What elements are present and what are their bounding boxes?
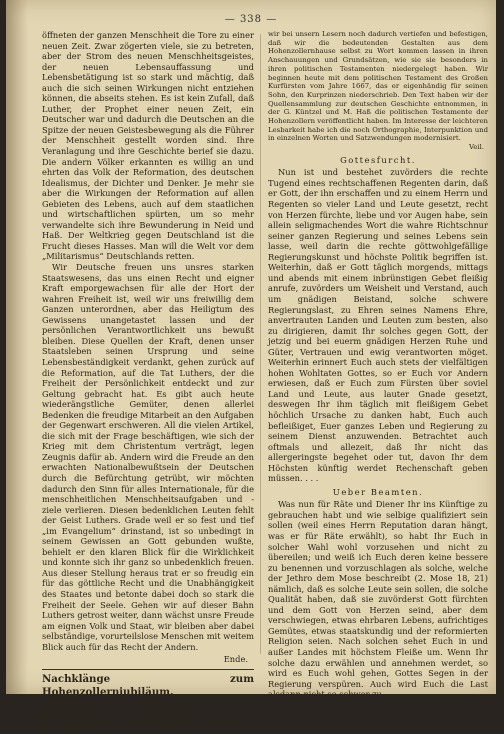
editor-signature: Veil. [468,143,484,152]
left-column [42,30,254,734]
intro-note: wir bei unsern Lesern noch dadurch vertiefen und befestigen, daß wir die bedeutenden Gestalten aus dem Hohenzollernhause selbst zu Wort kommen lassen in ihren Anschauungen und Grundsätzen, wie sie sie besonders in ihren politischen Testamenten niedergelegt haben. Wir beginnen heute mit dem politischen Testament des Großen Kurfürsten vom Jahre 1667, das er eigenhändig für seinen Sohn, den Kurprinzen niederschrieb. Den Text haben wir der Quellensammlung zur deutschen Geschichte entnommen, in der G. Küntzel und M. Haß die politischen Testamente der Hohenzollern veröffentlicht haben. Im Interesse der leichteren Lesbarkeit habe ich die noch Orthographie, Interpunktion und in einzelnen Worten und Satzwendungen modernisiert. [268,30,488,143]
section-title: Nachklänge zum Hohenzollernjubiläum. [42,672,254,698]
book-page [6,0,496,733]
page-gutter-shadow [6,0,28,694]
heading-beamten: Ueber Beamten. [332,486,424,497]
right-column [268,30,488,700]
preliminary-note-text: Die festliche Anregung und die Anhänglichkeit an unser Herrscherhaus, die bei dem fünfhundertjährigen Hohenzollernjubiläum zu Tage getreten ist, möchten [42,698,254,733]
page-number: — 338 — [224,14,278,25]
preliminary-note [42,699,254,734]
heading-gottesfurcht: Gottesfurcht. [340,154,416,165]
column-divider [260,34,261,654]
preliminary-note-label: Vorbemerkung: [42,698,103,707]
section-rule [42,669,254,670]
right-paragraph-1: Nun ist und bestehet zuvörders die rechte Tugend eines rechtschaffenen Regenten darin, daß er Gott, der ihn erschaffen und zu einem Herrn und Regenten so vieler Land und Leute gesetzt, recht von Herzen fürchte, liebe und vor Augen habe, sein allein seligmachendes Wort die wahre Richtschnur seiner ganzen Regierung und seines Lebens sein lasse, weil darin die rechte göttwohlgefällige Regierungskunst und höchste Politik begriffen ist. Weiterhin, daß er Gott täglich morgends, mittags und abends mit einem inbrünstigen Gebet fleißig anrufe, zuvörders um Weisheit und Verstand, auch um gnädigen Beistand, solche schwere Regierungslast, zu Ehren seines Namens Ehre, anvertrauten Landen und Leuten zum besten, also zu dirigieren, damit Ihr solches gegen Gott, der jetzig und bei euerm gnädigen Herzen Ruhe und Güter, Vertrauen und ewig verantworten möget. Weiterhin erinnert Euch auch stets der vielfältigen hohen Wohltaten Gottes, so er Euch vor Andern erwiesen, daß er Euch zum Fürsten über soviel Land und Leute, aus lauter Gnade gesetzt, deswegen Ihr ihm täglich mit fleißigem Gebet höchlich Ursache zu danken habt, Euch auch befleißiget, Euer ganzes Leben und Regierung zu seinem Dienst anzuwenden. Betrachtet auch oftmals und allezeit, daß Ihr nicht das allergeringste begehet oder tut, davon Ihr dem Höchsten künftig werdet Rechenschaft geben müssen. . . . [268,167,488,484]
right-paragraph-2: Was nun für Räte und Diener Ihr ins Künftige zu gebrauchen habt und wie selbige qualifiziert sein sollen (weil eines Herrn Reputation daran hängt, was er für Räte erwählt), so habt Ihr Euch in solcher Wahl wohl vorzusehen und nicht zu übereilen; und weiß ich Euch deren keine bessere zu benennen und vorzuschlagen als solche, welche der Jethro dem Mose beschreibt (2. Mose 18, 21) nämlich, daß es solche Leute sein sollen, die solche Qualität haben, daß sie zuvörderst Gott fürchten und dem Gott von Herzen seind, aber dem verschwiegen, etwas ehrbaren Lebens, aufrichtiges Gemütes, etwas staatskundig und der reformierten Religion seien. Nach solchen sehet Euch in und außer Landes mit höchstem Fleiße um. Wenn Ihr solche dazu erwählen und annehmen werdet, so wird es Euch wohl gehen, Gottes Segen in der Regierung verspüren. Auch wird Euch die Last alsdann nicht so schwer zu [268,499,488,700]
left-paragraph-2: Wir Deutsche freuen uns unsres starken Staatswesens, das uns einen Recht und eigner Kraft emporgewachsen für alle der Hort der wahren Freiheit ist, weil wir uns freiwillig dem Ganzen unterordnen, aber das Heiligtum des Gewissens unangetastet lassen und der persönlichen Verantwortlichkeit uns bewußt bleiben. Diese Quellen der Kraft, denen unser Staatsleben seinen Ursprung und seine Lebensbeständigkeit verdankt, gehen zurück auf die Reformation, auf die Tat Luthers, der die Freiheit der Persönlichkeit entdeckt und zur Geltung gebracht hat. Es gibt auch heute wiederängstliche Gemüter, denen allerlei Bedenken die freudige Mitarbeit an den Aufgaben der Gegenwart erschweren. All die vielen Artikel, die sich mit der Frage beschäftigen, wie sich der Krieg mit dem Christentum verträgt, legen Zeugnis dafür ab. Andern wird die Freude an den erwachten Nationalbewußtsein der Deutschen durch die Befürchtung getrübt, wir möchten dadurch den Sinn für alles Internationale, für die menschheitlichen Menschheitsaufgaben und -ziele verlieren. Diesen bedenklichen Leuten fehlt der Geist Luthers. Grade weil er so fest und tief „im Evangelium“ drinstand, ist so unbedingt in seinem Gewissen an Gott gebunden wußte, behielt er den klaren Blick für die Wirklichkeit und konnte sich ihr ganz so unbedenklich freuen. Aus dieser Stellung heraus trat er so freudig ein für das göttliche Recht und die Unabhängigkeit des Staates und betonte dabei doch so stark die Freiheit der Seele. Gehen wir auf dieser Bahn Luthers getrost weiter, dann wächst unsre Freude am eignen Volk und Staat, wir bleiben aber dabei selbständige, vorurteilslose Menschen mit weitem Blick auch für das Recht der Andern. [42,262,254,652]
left-paragraph-1: öffneten der ganzen Menschheit die Tore zu einer neuen Zeit. Zwar zögerten viele, sie zu betreten, aber der Strom des neuen Menschheitsgeistes, der neuen Lebensauffassung und Lebensbetätigung ist so stark und mächtig, daß auch die sich seinen Wirkungen nicht entziehen können, die abseits stehen. Es ist kein Zufall, daß Luther, der Prophet einer neuen Zeit, ein Deutscher war und dadurch die Deutschen an die Spitze der neuen Geistesbewegung als die Führer der Menschheit gestellt worden sind. Ihre Veranlagung und ihre Geschichte berief sie dazu. Die andern Völker erkannten es willig an und ehrten das Volk der Reformation, des deutschen Idealismus, der Dichter und Denker. Je mehr sie aber die Wirkungen der Reformation auf allen Gebieten des Lebens, auch auf dem staatlichen und wirtschaftlichen spürten, um so mehr verwandelte sich ihre Bewunderung in Neid und Haß. Der Weltkrieg gegen Deutschland ist die Frucht dieses Hasses. Man will die Welt vor dem „Militarismus“ Deutschlands retten. [42,30,254,262]
article-end-mark: Ende. [223,654,248,665]
